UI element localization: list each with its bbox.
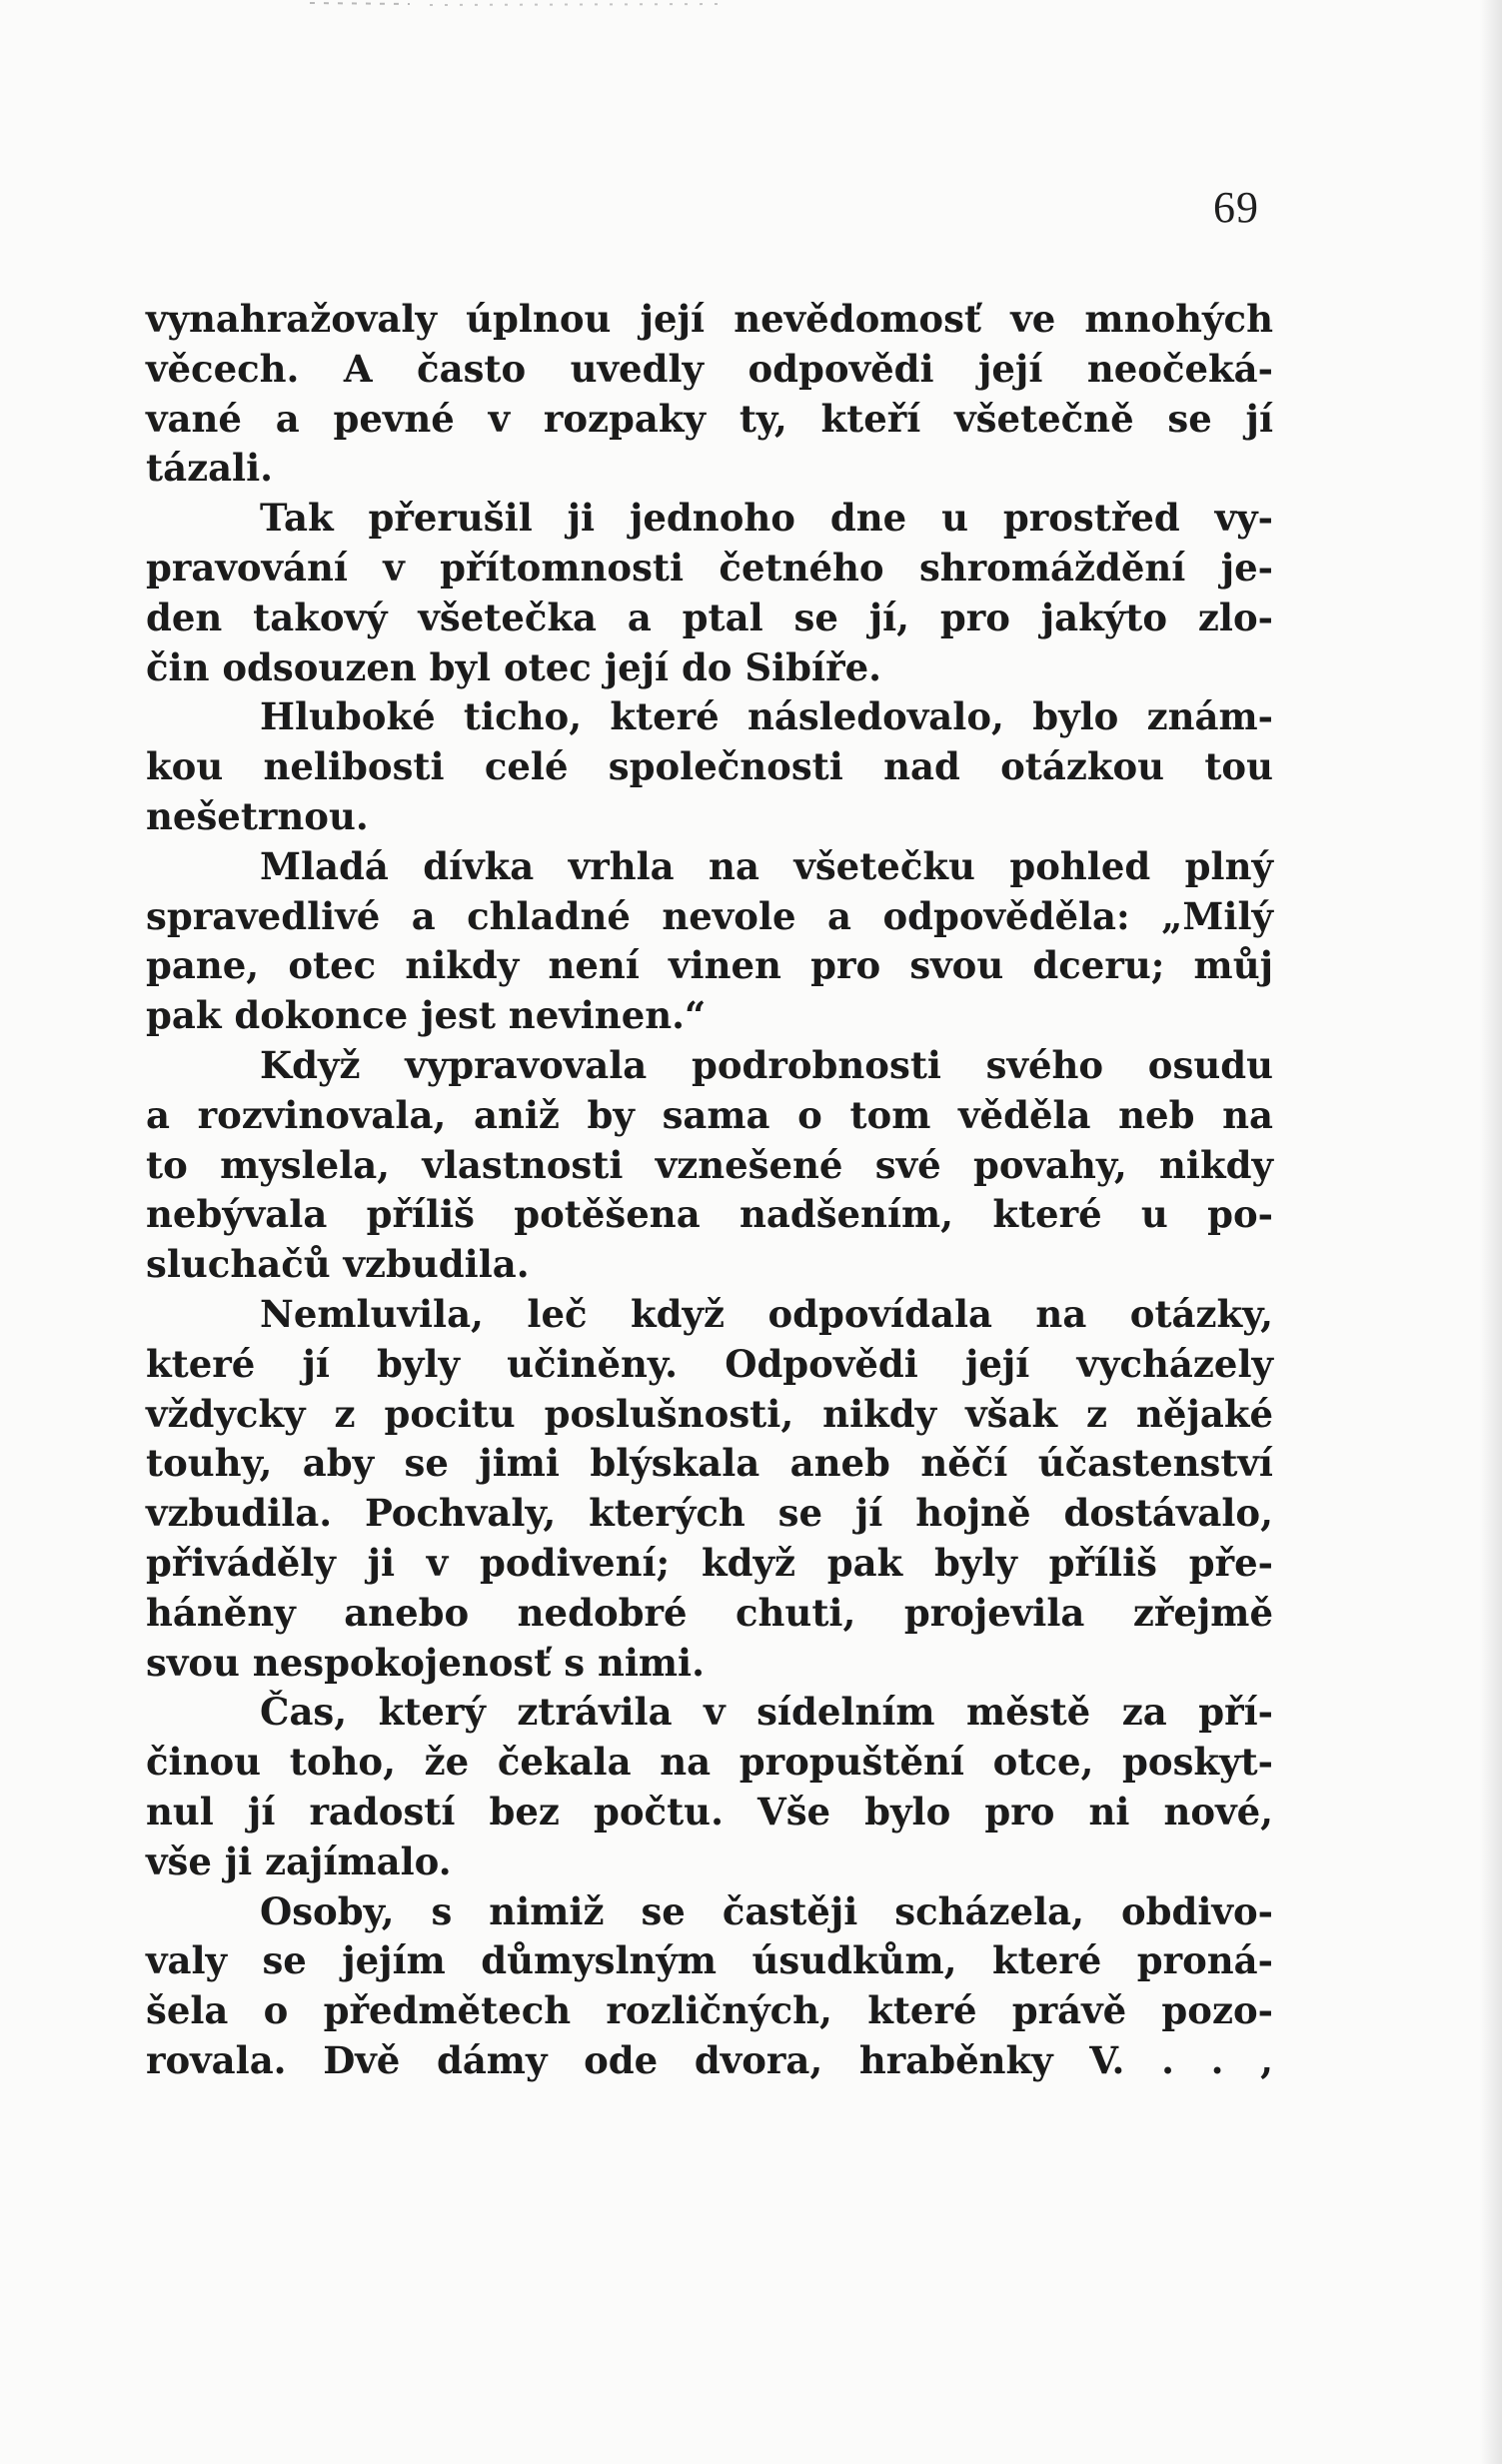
text-line: věcech. A často uvedly odpovědi její neočeká-: [146, 346, 1273, 391]
page-edge-shadow: [1480, 0, 1502, 2464]
text-line: pane, otec nikdy není vinen pro svou dceru; můj: [146, 943, 1273, 988]
text-line: háněny anebo nedobré chuti, projevila zřejmě: [146, 1590, 1273, 1635]
text-line: Osoby, s nimiž se častěji scházela, obdivo-: [260, 1888, 1273, 1933]
text-line: sluchačů vzbudila.: [146, 1242, 530, 1287]
text-line: pak dokonce jest nevinen.“: [146, 993, 707, 1038]
text-line: činou toho, že čekala na propuštění otce, poskyt-: [146, 1740, 1273, 1785]
text-line: tázali.: [146, 446, 274, 491]
text-line: vynahražovaly úplnou její nevědomosť ve mnohých: [146, 297, 1273, 341]
text-line: šela o předmětech rozličných, které právě pozo-: [146, 1988, 1273, 2033]
text-line: nešetrnou.: [146, 793, 369, 838]
text-line: Nemluvila, leč když odpovídala na otázky,: [260, 1291, 1273, 1336]
top-edge-marks: [300, 0, 750, 14]
text-line: pravování v přítomnosti četného shromáždění je-: [146, 545, 1273, 590]
text-line: den takový všetečka a ptal se jí, pro jakýto zlo-: [146, 595, 1273, 639]
text-line: nebývala příliš potěšena nadšením, které u po-: [146, 1192, 1273, 1237]
text-line: vše ji zajímalo.: [146, 1839, 452, 1883]
text-line: a rozvinovala, aniž by sama o tom věděla neb na: [146, 1092, 1273, 1137]
text-line: které jí byly učiněny. Odpovědi její vycházely: [146, 1341, 1273, 1386]
text-line: svou nespokojenosť s nimi.: [146, 1640, 705, 1685]
text-line: čin odsouzen byl otec její do Sibíře.: [146, 644, 881, 689]
text-line: přiváděly ji v podivení; když pak byly příliš pře-: [146, 1540, 1273, 1585]
text-line: vždycky z pocitu poslušnosti, nikdy však z nějaké: [146, 1391, 1273, 1436]
text-line: Tak přerušil ji jednoho dne u prostřed vy-: [260, 496, 1273, 541]
text-line: vzbudila. Pochvaly, kterých se jí hojně dostávalo,: [146, 1491, 1273, 1536]
text-line: vané a pevné v rozpaky ty, kteří všetečně se jí: [146, 396, 1273, 441]
text-line: kou nelibosti celé společnosti nad otázkou tou: [146, 744, 1273, 789]
page-number: 69: [1213, 183, 1259, 232]
text-line: to myslela, vlastnosti vznešené své povahy, nikdy: [146, 1142, 1273, 1187]
text-line: spravedlivé a chladné nevole a odpověděla: „Milý: [146, 893, 1273, 938]
text-line: touhy, aby se jimi blýskala aneb něčí účastenství: [146, 1441, 1273, 1486]
text-line: Když vypravovala podrobnosti svého osudu: [260, 1042, 1273, 1087]
text-line: nul jí radostí bez počtu. Vše bylo pro ni nové,: [146, 1789, 1273, 1834]
text-line: Hluboké ticho, které následovalo, bylo znám-: [260, 694, 1273, 739]
text-line: Mladá dívka vrhla na všetečku pohled plný: [260, 843, 1273, 888]
text-line: valy se jejím důmyslným úsudkům, které proná-: [146, 1938, 1273, 1983]
text-line: Čas, který ztrávila v sídelním městě za pří-: [260, 1690, 1273, 1735]
body-text: [146, 295, 1273, 2086]
text-line: rovala. Dvě dámy ode dvora, hraběnky V. . . ,: [146, 2037, 1273, 2082]
